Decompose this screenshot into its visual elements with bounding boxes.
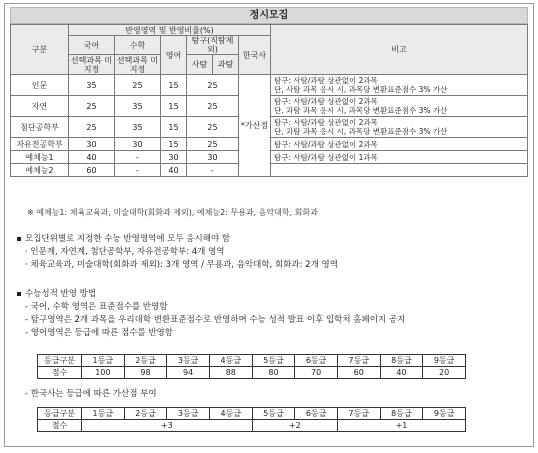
cell-math: -: [115, 164, 161, 177]
bonus-cell: +2: [252, 420, 337, 432]
square-bullet-icon: [17, 292, 21, 296]
grade-cell: 8등급: [380, 355, 423, 367]
cell-note: 탐구: 사탐/과탐 상관없이 1과목: [271, 151, 528, 164]
admission-table: [10, 24, 528, 177]
note-line: 단, 과탐 과목 응시 시, 과목당 변환표준점수 3% 가산: [274, 127, 448, 136]
header-english: 영어: [161, 36, 187, 75]
square-bullet-icon: [17, 237, 21, 241]
grade-cell: 1등급: [82, 408, 125, 420]
header-science: 과탐: [213, 55, 239, 75]
cell-korean: 30: [69, 138, 115, 151]
cell-inquiry: -: [187, 164, 239, 177]
section-heading: 모집단위별로 지정한 수능 반영영역에 모두 응시해야 함: [25, 234, 231, 244]
grade-cell: 9등급: [423, 355, 466, 367]
cell-inquiry: 30: [187, 151, 239, 164]
grade-cell: 7등급: [337, 355, 380, 367]
section-line: · 체육교육과, 미술대학(회화과 제외): 3개 영역 / 무용과, 음악대학, 회화과: 2개 영역: [25, 260, 338, 270]
cell-korean: 60: [69, 164, 115, 177]
cell-korean: 25: [69, 96, 115, 117]
cell-note: [271, 164, 528, 177]
row-name: 예체능2: [11, 164, 69, 177]
cell-inquiry: 25: [187, 117, 239, 138]
note-line: 탐구: 사탐/과탐 상관없이 2과목: [274, 97, 378, 106]
cell-math: 30: [115, 138, 161, 151]
grade-cell: 9등급: [423, 408, 466, 420]
note-line: 단, 사탐 과목 응시 시, 과목당 변환표준점수 3% 가산: [274, 85, 448, 94]
cell-english: 15: [161, 75, 187, 96]
bonus-cell: +3: [82, 420, 253, 432]
grade-cell: 5등급: [252, 408, 295, 420]
cell-english: 40: [161, 164, 187, 177]
table-row: [11, 75, 528, 96]
header-korean-sub: 선택과목 미지정: [69, 55, 115, 75]
english-grade-table: [37, 354, 466, 379]
grade-cell: 6등급: [295, 355, 338, 367]
score-cell: 98: [124, 367, 167, 379]
section-line: - 한국사는 등급에 따른 가산점 부여: [25, 389, 157, 399]
cell-korean: 25: [69, 117, 115, 138]
cell-math: 35: [115, 96, 161, 117]
score-cell: 70: [295, 367, 338, 379]
cell-note: [271, 75, 528, 96]
history-bonus: *가산점: [239, 75, 271, 177]
grade-cell: 7등급: [337, 408, 380, 420]
cell-note: 탐구: 사탐/과탐 상관없이 2과목: [271, 138, 528, 151]
score-cell: 40: [380, 367, 423, 379]
cell-english: 30: [161, 151, 187, 164]
cell-inquiry: 25: [187, 96, 239, 117]
cell-english: 15: [161, 138, 187, 151]
cell-math: -: [115, 151, 161, 164]
section-required-areas: [17, 233, 338, 272]
header-remarks: 비고: [271, 25, 528, 75]
section-line: - 탐구영역은 2개 과목을 우리대학 변환표준점수로 반영하며 수능 성적 발표 이후 입학처 홈페이지 공지: [25, 315, 406, 325]
score-cell: 94: [167, 367, 210, 379]
row-name: 예체능1: [11, 151, 69, 164]
grade-header: 등급구분: [38, 408, 82, 420]
score-cell: 20: [423, 367, 466, 379]
history-grade-table: [37, 407, 466, 432]
grade-cell: 4등급: [209, 355, 252, 367]
header-math: 수학: [115, 36, 161, 55]
section-score-method: [17, 288, 405, 340]
note-line: 단, 과탐 과목 응시 시, 과목당 변환표준점수 3% 가산: [274, 106, 448, 115]
grade-cell: 2등급: [124, 408, 167, 420]
section-heading: 수능성적 반영 방법: [25, 289, 97, 299]
score-cell: 88: [209, 367, 252, 379]
grade-cell: 3등급: [167, 408, 210, 420]
grade-cell: 5등급: [252, 355, 295, 367]
header-korean: 국어: [69, 36, 115, 55]
score-header: 점수: [38, 367, 82, 379]
cell-korean: 40: [69, 151, 115, 164]
cell-math: 25: [115, 75, 161, 96]
section-line: - 국어, 수학 영역은 표준점수를 반영함: [25, 302, 168, 312]
cell-inquiry: 25: [187, 138, 239, 151]
document-page: [4, 3, 534, 447]
section-line: · 인문계, 자연계, 첨단공학부, 자유전공학부: 4개 영역: [25, 247, 225, 257]
cell-note: [271, 96, 528, 117]
remark-text: ※ 예체능1: 체육교육과, 미술대학(회화과 제외), 예체능2: 무용과, 음악대학, 회화과: [27, 208, 318, 217]
grade-cell: 3등급: [167, 355, 210, 367]
score-cell: 100: [82, 367, 125, 379]
grade-cell: 1등급: [82, 355, 125, 367]
cell-english: 15: [161, 96, 187, 117]
row-name: 첨단공학부: [11, 117, 69, 138]
header-society: 사탐: [187, 55, 213, 75]
grade-cell: 6등급: [295, 408, 338, 420]
header-history: 한국사: [239, 36, 271, 75]
header-math-sub: 선택과목 미지정: [115, 55, 161, 75]
note-line: 탐구: 사탐/과탐 상관없이 2과목: [274, 76, 378, 85]
row-name: 인문: [11, 75, 69, 96]
cell-math: 35: [115, 117, 161, 138]
bonus-cell: +1: [337, 420, 465, 432]
page-title: 정시모집: [10, 7, 528, 24]
header-inquiry: 탐구(직탐제외): [187, 36, 239, 55]
grade-cell: 4등급: [209, 408, 252, 420]
grade-cell: 2등급: [124, 355, 167, 367]
score-header: 점수: [38, 420, 82, 432]
cell-note: [271, 117, 528, 138]
row-name: 자유전공학부: [11, 138, 69, 151]
score-cell: 60: [337, 367, 380, 379]
header-reflect: 반영영역 및 반영비율(%): [69, 25, 271, 36]
row-name: 자연: [11, 96, 69, 117]
score-cell: 80: [252, 367, 295, 379]
header-division: 구분: [11, 25, 69, 75]
grade-header: 등급구분: [38, 355, 82, 367]
cell-inquiry: 25: [187, 75, 239, 96]
cell-korean: 35: [69, 75, 115, 96]
note-line: 탐구: 사탐/과탐 상관없이 2과목: [274, 118, 378, 127]
section-line: - 영어영역은 등급에 따른 점수를 반영함: [25, 328, 173, 338]
cell-english: 15: [161, 117, 187, 138]
grade-cell: 8등급: [380, 408, 423, 420]
section-history-bonus: [17, 388, 157, 401]
